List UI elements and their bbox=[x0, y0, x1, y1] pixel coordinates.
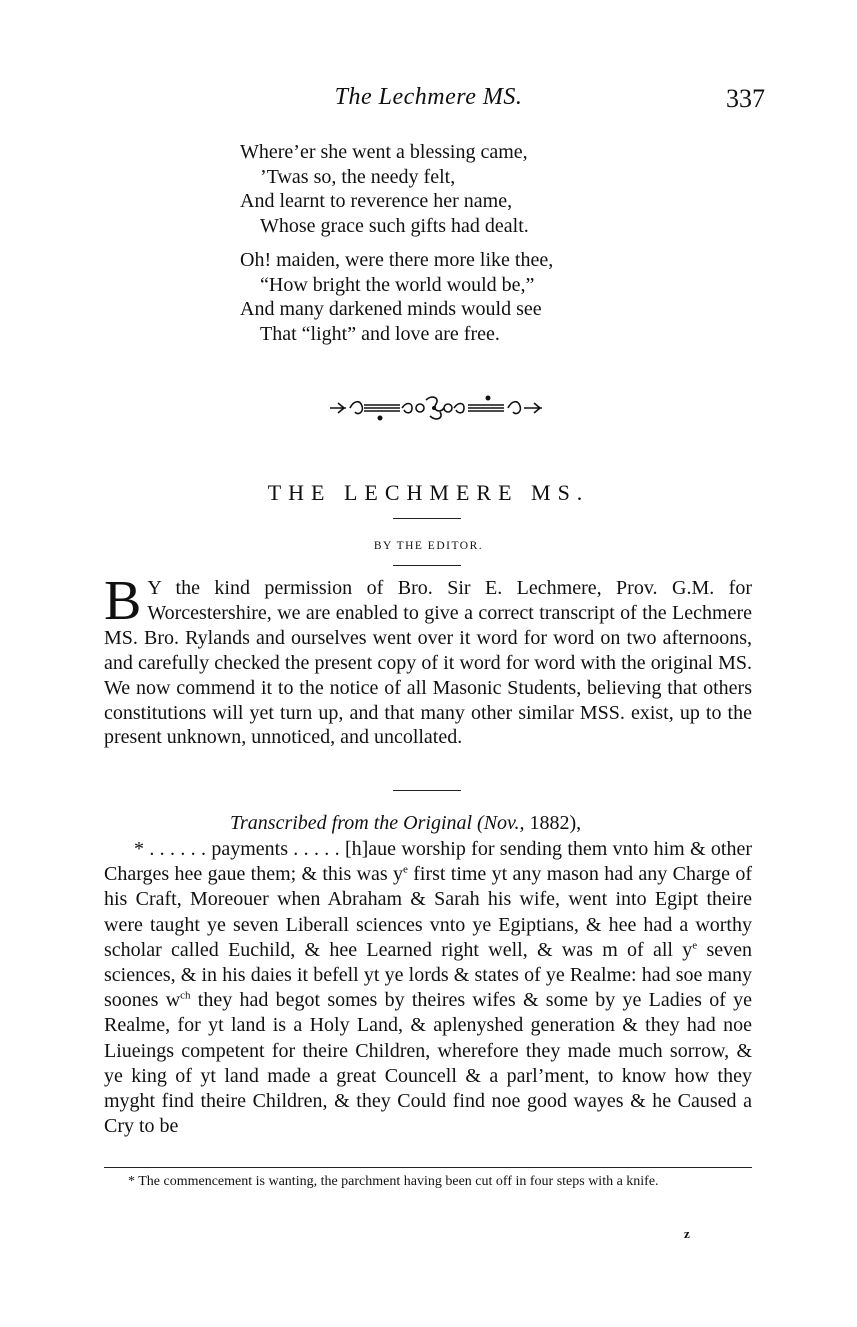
transcript-segment: they had begot somes by theires wifes & some by ye Ladies of ye Realme, for yt land is a Holy Land, & aplenyshed generation & they had noe Liueings competent for theire Children, wherefore they made much sorrow, & ye king of yt land made a great Councell & a parl’ment, to know how they myght find theire Children, & they Could find noe good wayes & he Caused a Cry to be bbox=[104, 989, 753, 1138]
transcript-text bbox=[104, 837, 752, 1139]
superscript: e bbox=[692, 939, 698, 952]
transcribed-heading-italic: Transcribed from the Original (Nov., bbox=[230, 812, 525, 834]
poem-stanza bbox=[240, 140, 553, 238]
running-title: The Lechmere MS. bbox=[334, 84, 523, 110]
transcript-segment: first time yt any mason had any Charge of his Craft, Moreouer when Abraham & Sarah his wife, went into Egipt theire were taught ye seven Liberall sciences vnto ye Egiptians, & hee had a worthy scholar called Euchild, & hee Learned right well, & was m of all y bbox=[104, 863, 752, 961]
footnote bbox=[104, 1172, 752, 1191]
poem-line: Whose grace such gifts had dealt. bbox=[260, 214, 529, 237]
poem-line: And many darkened minds would see bbox=[240, 298, 542, 320]
drop-cap: B bbox=[104, 570, 142, 632]
transcript-segment: seven sciences, & in his daies it befell yt ye lords & states of ye Realme: had soe many soones w bbox=[104, 938, 752, 1012]
signature-mark: z bbox=[684, 1226, 690, 1241]
intro-text: Y the kind permission of Bro. Sir E. Lechmere, Prov. G.M. for Worcestershire, we are enabled to give a correct transcript of the Lechmere MS. Bro. Rylands and ourselves went over it word for word on two afternoons, and carefully checked the present copy of it word for word with the original MS. We now commend it to the notice of all Masonic Students, believing that others constitutions will yet turn up, and that many other similar MSS. exist, up to the present unknown, unnoticed, and uncollated. bbox=[104, 577, 752, 749]
footnote-rule bbox=[104, 1167, 752, 1168]
footnote-text: * The commencement is wanting, the parchment having been cut off in four steps with a knife. bbox=[128, 1174, 659, 1189]
poem-stanza bbox=[240, 248, 553, 346]
transcript-paragraph bbox=[104, 837, 752, 1139]
poem-line: And learnt to reverence her name, bbox=[240, 190, 513, 212]
poem bbox=[240, 140, 553, 356]
byline: BY THE EDITOR. bbox=[373, 540, 484, 552]
superscript: ch bbox=[180, 989, 191, 1002]
poem-line: Where’er she went a blessing came, bbox=[240, 141, 528, 163]
poem-line: “How bright the world would be,” bbox=[260, 273, 535, 296]
title-rule bbox=[393, 518, 461, 519]
byline-rule bbox=[393, 565, 461, 566]
transcribed-heading-tail: 1882), bbox=[524, 812, 582, 834]
page-number: 337 bbox=[726, 84, 765, 113]
transcript-segment: * . . . . . . payments . . . . . [h]aue worship for sending them vnto him & other Charges hee gaue them; & this was y bbox=[104, 838, 752, 886]
poem-line: ’Twas so, the needy felt, bbox=[260, 165, 456, 188]
superscript: e bbox=[403, 863, 408, 876]
section-rule bbox=[393, 790, 461, 791]
article-title: THE LECHMERE MS. bbox=[267, 480, 590, 505]
intro-paragraph bbox=[104, 570, 752, 750]
ornamental-divider bbox=[328, 388, 546, 428]
poem-line: Oh! maiden, were there more like thee, bbox=[240, 249, 554, 271]
transcribed-heading bbox=[230, 812, 581, 835]
poem-line: That “light” and love are free. bbox=[260, 322, 500, 345]
